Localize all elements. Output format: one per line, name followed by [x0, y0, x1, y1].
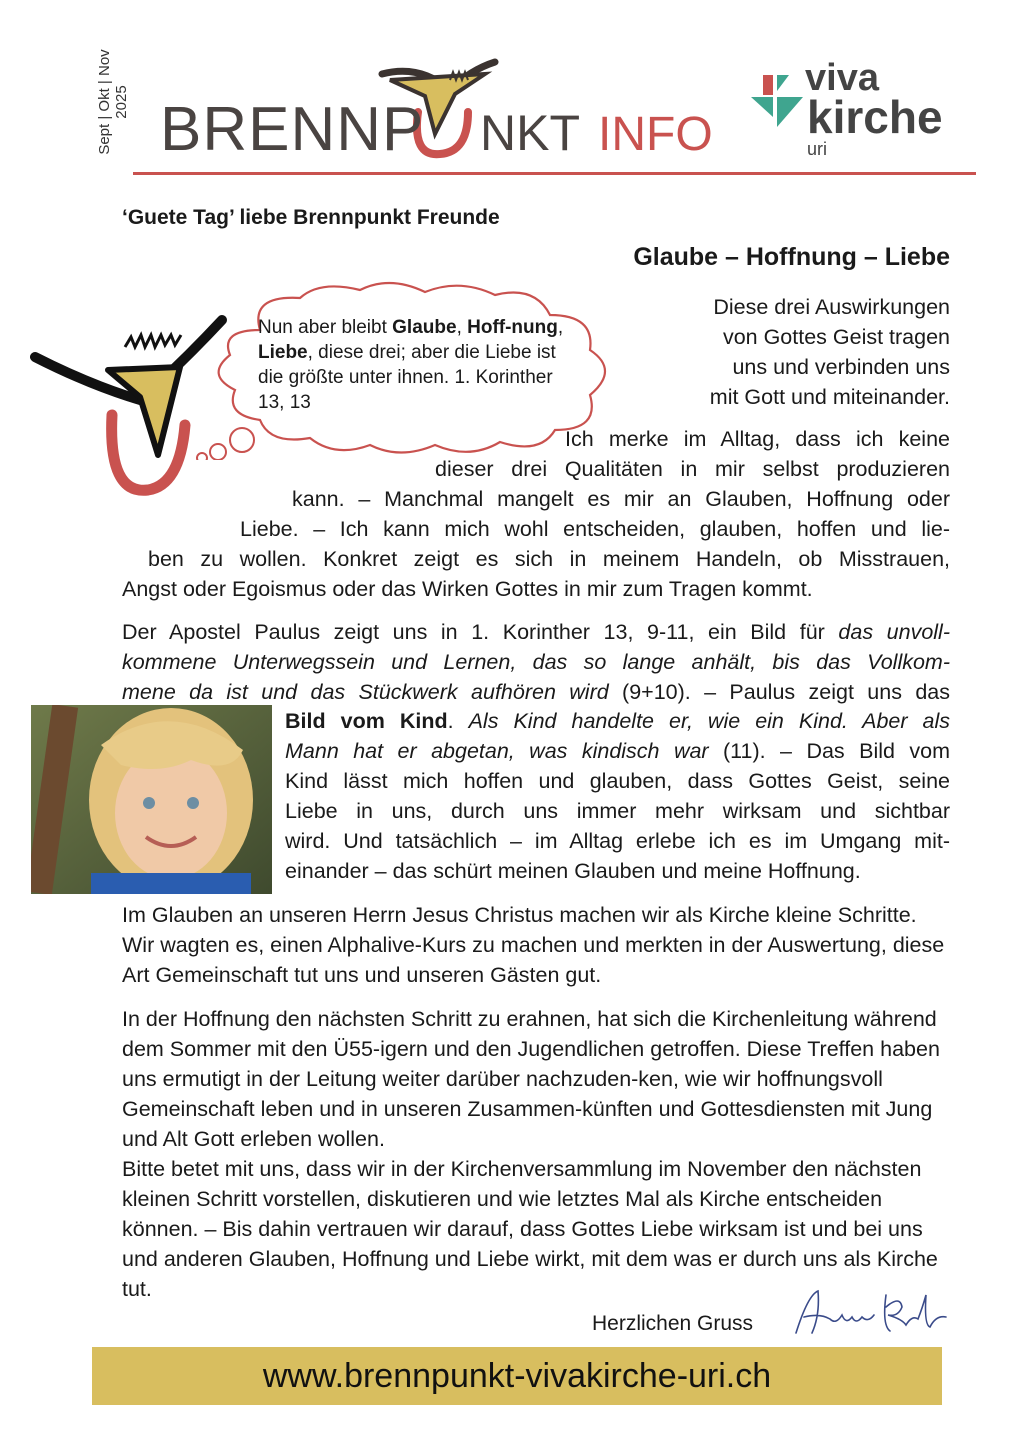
child-photo: [31, 705, 272, 894]
bible-quote: [258, 315, 578, 415]
issue-date: [96, 32, 130, 172]
para2-line: [122, 677, 950, 707]
vivakirche-logo: [745, 55, 965, 165]
quote-liebe: Liebe: [258, 342, 308, 363]
signature: [790, 1285, 950, 1345]
masthead-brenn: BRENNP: [160, 95, 425, 164]
para2-italic: Mann hat er abgetan, was kindisch war: [285, 739, 709, 763]
para2-line: einander – das schürt meinen Glauben und meine Hoffnung.: [285, 859, 861, 883]
paragraph-2-wrap: [285, 706, 950, 886]
quote-hoffnung: Hoff-nung: [467, 317, 558, 338]
para4-part1: In der Hoffnung den nächsten Schritt zu erahnen, hat sich die Kirchenleitung während dem Sommer mit den Ü55-igern und den Jugendlichen getroffen. Diese Treffen haben uns ermutigt in der Leitung weiter darüber nachzuden-ken, wie wir hoffnungsvoll Gemeinschaft leben und in unseren Zusammen-künften und Gottesdiensten mit Jung und Alt Gott erleben wollen.: [122, 1007, 940, 1151]
masthead-nkt: NKT: [480, 105, 580, 161]
para1-line: Ich merke im Alltag, dass ich keine: [565, 427, 950, 451]
para2-italic: das unvoll-: [838, 620, 950, 644]
issue-months: Sept | Okt | Nov: [96, 49, 113, 155]
para2-text: (9+10). – Paulus zeigt uns das: [608, 680, 950, 704]
intro-line: von Gottes Geist tragen: [722, 325, 950, 349]
para2-line: [285, 736, 950, 766]
masthead-info: INFO: [598, 108, 713, 161]
closing-greeting: Herzlichen Gruss: [592, 1312, 754, 1335]
quote-text: Nun aber bleibt: [258, 317, 393, 338]
para2-text: .: [447, 709, 469, 733]
para1-line: dieser drei Qualitäten in mir selbst produzieren: [435, 457, 950, 481]
para2-line: [122, 617, 950, 647]
para2-text: (11). – Das Bild vom: [708, 739, 950, 763]
intro-line: mit Gott und miteinander.: [709, 385, 950, 409]
para2-italic: mene da ist und das Stückwerk aufhören wird: [122, 680, 609, 704]
para2-line: Kind lässt mich hoffen und glauben, dass Gottes Geist, seine: [285, 769, 950, 793]
paragraph-3: Im Glauben an unseren Herrn Jesus Christus machen wir als Kirche kleine Schritte. Wir wagten es, einen Alphalive-Kurs zu machen und merkten in der Auswertung, diese Art Gemeinschaft tut uns und unseren Gästen gut.: [122, 903, 945, 987]
para2-italic: Als Kind handelte er, wie ein Kind. Aber als: [468, 709, 951, 733]
para1-line: Angst oder Egoismus oder das Wirken Gottes in mir zum Tragen kommt.: [122, 577, 813, 601]
header-divider: [133, 172, 976, 175]
logo-kirche: kirche: [807, 91, 943, 143]
headline: Glaube – Hoffnung – Liebe: [633, 243, 950, 271]
para2-line: Liebe in uns, durch uns immer mehr wirksam und sichtbar: [285, 799, 950, 823]
cross-icon: [751, 75, 803, 127]
bild-vom-kind: Bild vom Kind: [285, 709, 448, 733]
logo-viva: viva: [805, 57, 879, 99]
intro-line: Diese drei Auswirkungen: [713, 295, 950, 319]
para1-line: kann. – Manchmal mangelt es mir an Glauben, Hoffnung oder: [292, 487, 950, 511]
quote-text: ,: [557, 317, 564, 338]
para1-line: Liebe. – Ich kann mich wohl entscheiden, glauben, hoffen und lie-: [240, 517, 950, 541]
brennpunkt-masthead: [150, 52, 730, 172]
greeting: ‘Guete Tag’ liebe Brennpunkt Freunde: [122, 206, 500, 229]
issue-year: 2025: [113, 85, 130, 119]
logo-uri: uri: [807, 139, 828, 159]
para1-line: ben zu wollen. Konkret zeigt es sich in meinem Handeln, ob Misstrauen,: [148, 547, 950, 571]
paragraph-4: [122, 1004, 950, 1304]
paragraph-2: [122, 617, 950, 707]
para4-part2: Bitte betet mit uns, dass wir in der Kirchenversammlung im November den nächsten kleinen Schritt vorstellen, diskutieren und wie letztes Mal als Kirche entscheiden können. – Bis dahin vertrauen wir darauf, dass Gottes Liebe wirksam ist und bei uns und anderen Glauben, Hoffnung und Liebe wirkt, mit dem was er durch uns als Kirche tut.: [122, 1157, 938, 1301]
para2-line: [285, 706, 950, 736]
quote-glaube: Glaube: [392, 317, 457, 338]
quote-text: , diese drei; aber die Liebe ist die größte unter ihnen. 1. Korinther 13, 13: [258, 342, 556, 413]
para2-text: Der Apostel Paulus zeigt uns in 1. Korinther 13, 9-11, ein Bild für: [122, 620, 839, 644]
quote-text: ,: [456, 317, 468, 338]
para2-line: kommene Unterwegssein und Lernen, das so lange anhält, bis das Vollkom-: [122, 650, 950, 674]
bird-icon: [30, 305, 230, 505]
intro-line: uns und verbinden uns: [732, 355, 950, 379]
footer-url[interactable]: www.brennpunkt-vivakirche-uri.ch: [262, 1357, 772, 1395]
para2-line: wird. Und tatsächlich – im Alltag erlebe ich es im Umgang mit-: [285, 829, 950, 853]
